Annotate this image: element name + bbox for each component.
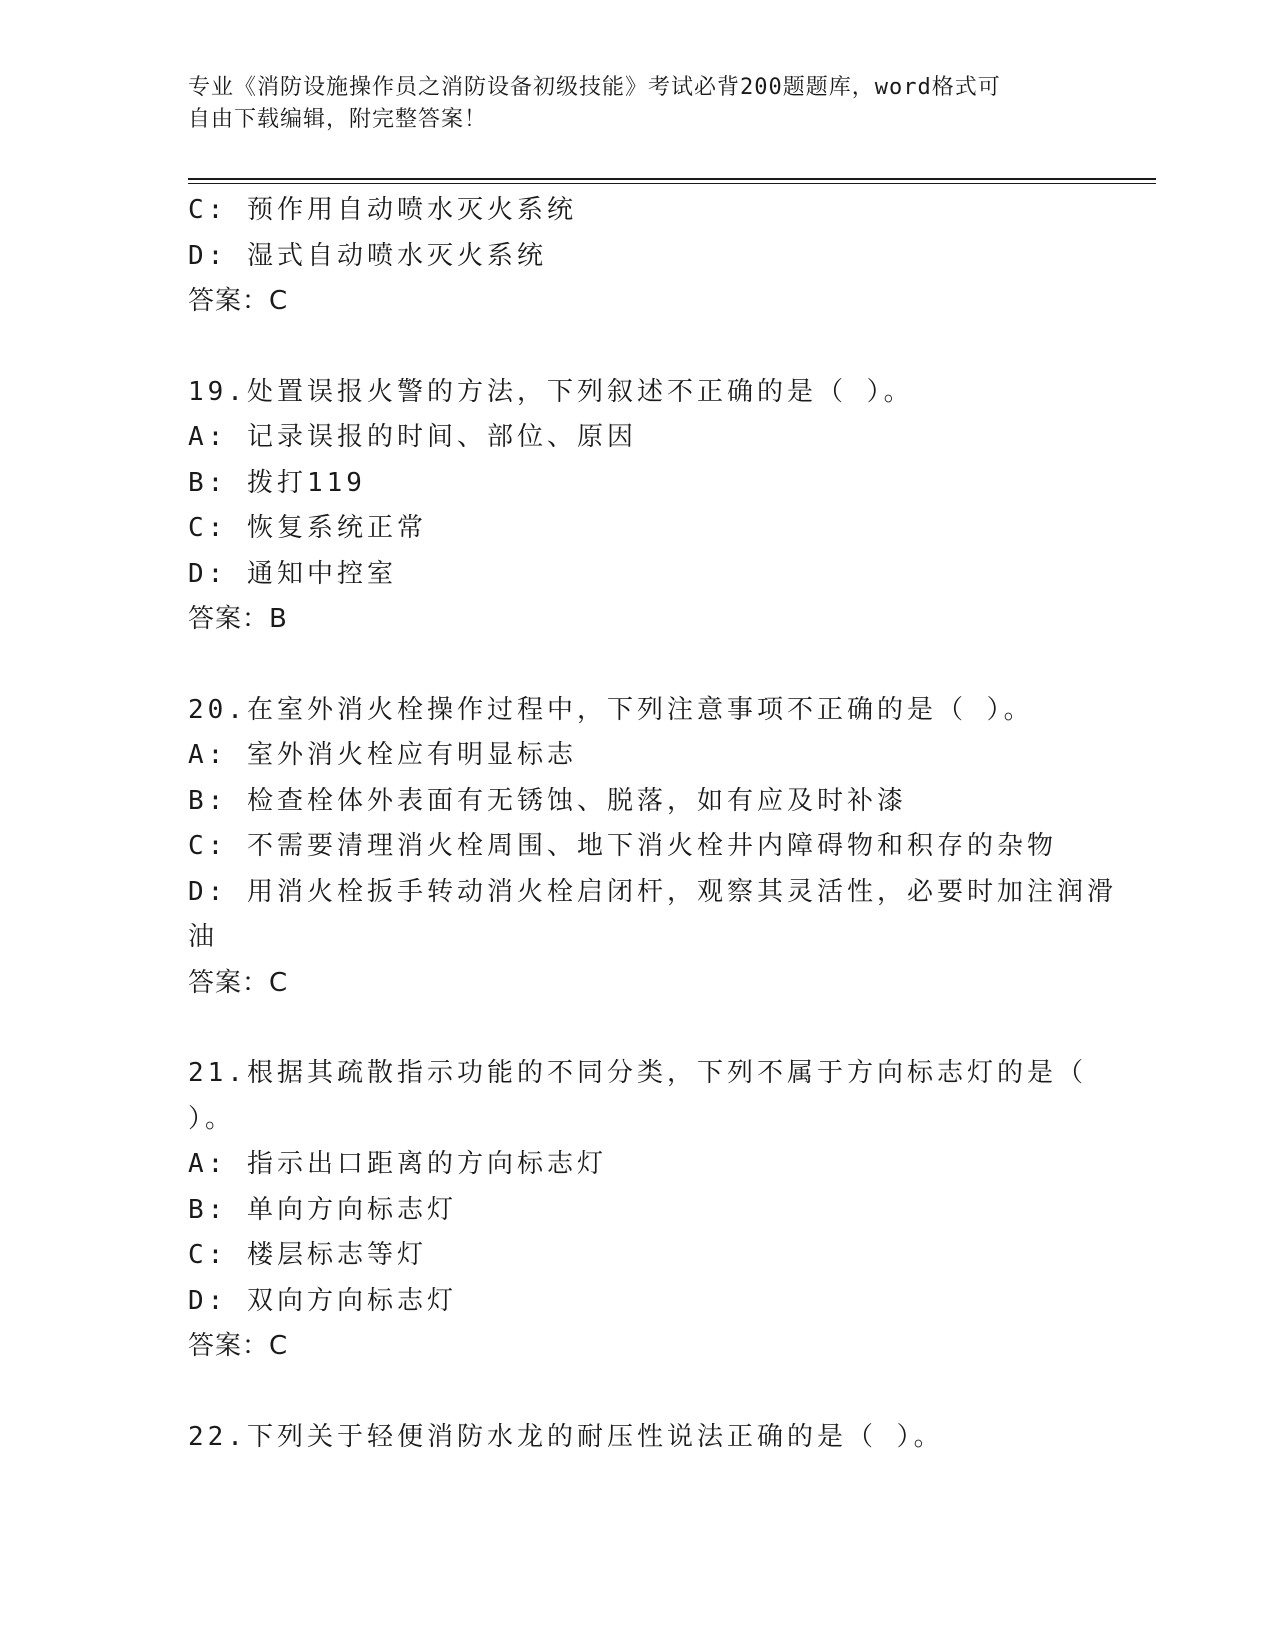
question-22 [188, 1415, 1088, 1461]
option-a: A: 指示出口距离的方向标志灯 [188, 1149, 607, 1179]
answer: 答案：B [188, 604, 288, 634]
question-21 [188, 1051, 1088, 1370]
header-divider [188, 178, 1156, 180]
answer: 答案：C [188, 967, 289, 998]
option-d-continuation: 油 [188, 922, 219, 952]
option-c: C: 不需要清理消火栓周围、地下消火栓井内障碍物和积存的杂物 [188, 831, 1057, 861]
header-title-line-1: 专业《消防设施操作员之消防设备初级技能》考试必背200题题库，word格式可 [188, 75, 1001, 100]
option-d: D: 双向方向标志灯 [188, 1285, 457, 1316]
option-c: C: 楼层标志等灯 [188, 1240, 427, 1270]
option-c: C: 预作用自动喷水灭火系统 [188, 195, 577, 225]
question-stem: 20.在室外消火栓操作过程中，下列注意事项不正确的是（ ）。 [188, 694, 1034, 725]
option-b: B: 单向方向标志灯 [188, 1194, 457, 1225]
question-18-tail [188, 188, 1088, 325]
option-b: B: 检查栓体外表面有无锈蚀、脱落，如有应及时补漆 [188, 785, 907, 816]
option-d: D: 湿式自动喷水灭火系统 [188, 240, 547, 271]
option-b: B: 拨打119 [188, 467, 366, 498]
question-stem: 22.下列关于轻便消防水龙的耐压性说法正确的是（ ）。 [188, 1421, 944, 1452]
question-stem-continuation: ）。 [188, 1103, 236, 1134]
question-stem: 19.处置误报火警的方法，下列叙述不正确的是（ ）。 [188, 376, 914, 407]
option-a: A: 记录误报的时间、部位、原因 [188, 422, 637, 452]
header-title-line-2: 自由下载编辑，附完整答案！ [188, 107, 488, 132]
answer: 答案：C [188, 286, 289, 316]
option-a: A: 室外消火栓应有明显标志 [188, 740, 577, 770]
question-stem: 21.根据其疏散指示功能的不同分类，下列不属于方向标志灯的是（ [188, 1058, 1087, 1088]
question-list [188, 188, 1117, 1460]
option-d: D: 通知中控室 [188, 558, 397, 589]
question-20 [188, 688, 1117, 1007]
option-c: C: 恢复系统正常 [188, 513, 427, 543]
header-divider-thin [188, 183, 1156, 184]
question-19 [188, 370, 1088, 643]
document-header [188, 72, 1088, 136]
option-d: D: 用消火栓扳手转动消火栓启闭杆，观察其灵活性，必要时加注润滑 [188, 876, 1117, 907]
answer: 答案：C [188, 1331, 289, 1361]
